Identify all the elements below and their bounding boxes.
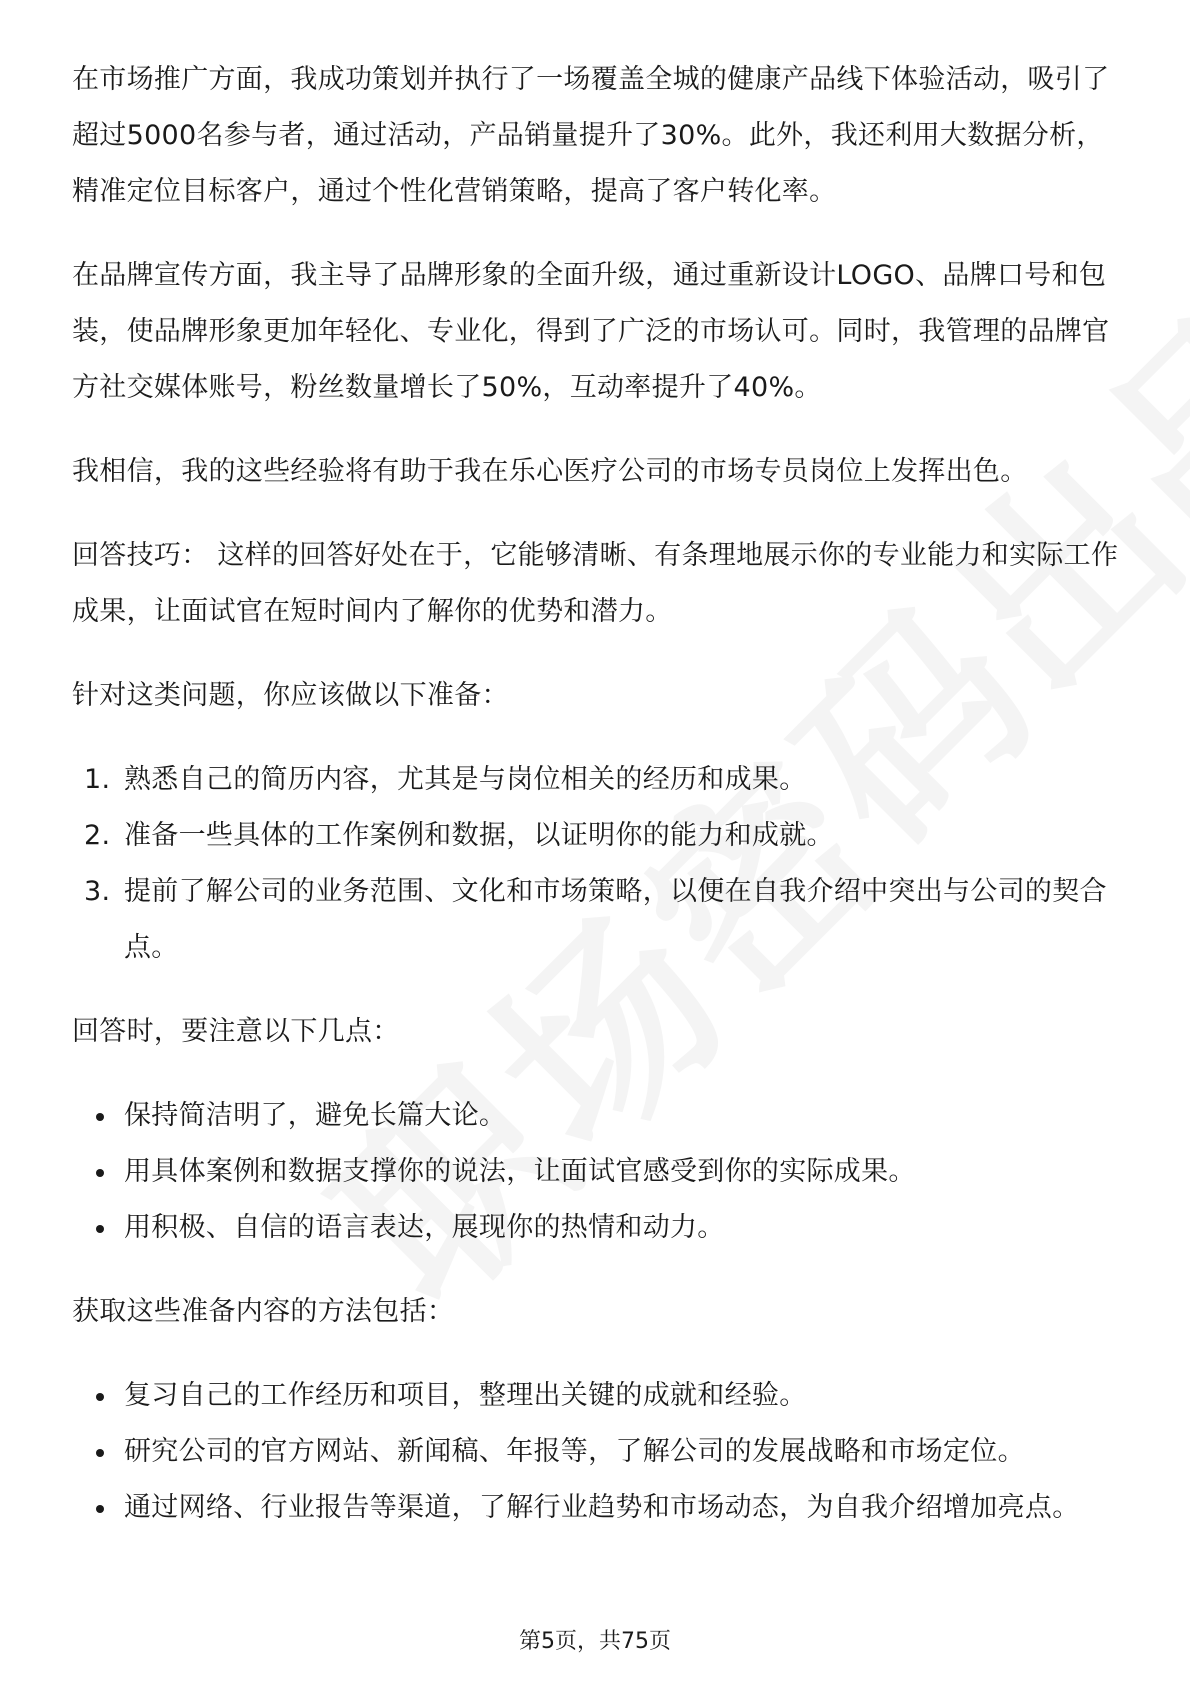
list-item-text: 复习自己的工作经历和项目，整理出关键的成就和经验。 bbox=[124, 1380, 807, 1411]
paragraph-brand: 在品牌宣传方面，我主导了品牌形象的全面升级，通过重新设计LOGO、品牌口号和包装，使品牌形象更加年轻化、专业化，得到了广泛的市场认可。同时，我管理的品牌官方社交媒体账号，粉丝数量增长了50%，互动率提升了40%。 bbox=[72, 260, 1110, 403]
methods-heading: 获取这些准备内容的方法包括： bbox=[72, 1296, 455, 1327]
list-item-text: 通过网络、行业报告等渠道，了解行业趋势和市场动态，为自我介绍增加亮点。 bbox=[124, 1492, 1080, 1523]
paragraph-belief: 我相信，我的这些经验将有助于我在乐心医疗公司的市场专员岗位上发挥出色。 bbox=[72, 456, 1028, 487]
list-item bbox=[72, 1424, 1122, 1480]
list-number: 1. bbox=[84, 764, 111, 795]
list-item-text: 用积极、自信的语言表达，展现你的热情和动力。 bbox=[124, 1212, 725, 1243]
list-item bbox=[72, 1200, 1122, 1256]
list-item bbox=[72, 1088, 1122, 1144]
list-item-text: 提前了解公司的业务范围、文化和市场策略，以便在自我介绍中突出与公司的契合点。 bbox=[124, 876, 1107, 963]
list-item-text: 准备一些具体的工作案例和数据，以证明你的能力和成就。 bbox=[124, 820, 834, 851]
list-item-text: 保持简洁明了，避免长篇大论。 bbox=[124, 1100, 507, 1131]
bullet-icon bbox=[96, 1169, 104, 1177]
list-item bbox=[72, 808, 1122, 864]
bullet-icon bbox=[96, 1505, 104, 1513]
list-item-text: 熟悉自己的简历内容，尤其是与岗位相关的经历和成果。 bbox=[124, 764, 807, 795]
notes-heading: 回答时，要注意以下几点： bbox=[72, 1016, 400, 1047]
list-number: 2. bbox=[84, 820, 111, 851]
bullet-icon bbox=[96, 1113, 104, 1121]
list-item bbox=[72, 1368, 1122, 1424]
notes-list bbox=[72, 1088, 1122, 1256]
bullet-icon bbox=[96, 1393, 104, 1401]
bullet-icon bbox=[96, 1225, 104, 1233]
list-item-text: 用具体案例和数据支撑你的说法，让面试官感受到你的实际成果。 bbox=[124, 1156, 916, 1187]
bullet-icon bbox=[96, 1449, 104, 1457]
page-number-footer: 第5页，共75页 bbox=[519, 1629, 671, 1654]
list-item-text: 研究公司的官方网站、新闻稿、年报等，了解公司的发展战略和市场定位。 bbox=[124, 1436, 1025, 1467]
main-content bbox=[72, 52, 1122, 1564]
prep-list bbox=[72, 752, 1122, 976]
list-item bbox=[72, 1144, 1122, 1200]
paragraph-marketing: 在市场推广方面，我成功策划并执行了一场覆盖全城的健康产品线下体验活动，吸引了超过5000名参与者，通过活动，产品销量提升了30%。此外，我还利用大数据分析，精准定位目标客户，通过个性化营销策略，提高了客户转化率。 bbox=[72, 64, 1110, 207]
list-item bbox=[72, 752, 1122, 808]
prep-heading: 针对这类问题，你应该做以下准备： bbox=[72, 680, 509, 711]
paragraph-tips: 回答技巧： 这样的回答好处在于，它能够清晰、有条理地展示你的专业能力和实际工作成果，让面试官在短时间内了解你的优势和潜力。 bbox=[72, 540, 1119, 627]
list-item bbox=[72, 864, 1122, 976]
list-item bbox=[72, 1480, 1122, 1536]
list-number: 3. bbox=[84, 876, 111, 907]
methods-list bbox=[72, 1368, 1122, 1536]
